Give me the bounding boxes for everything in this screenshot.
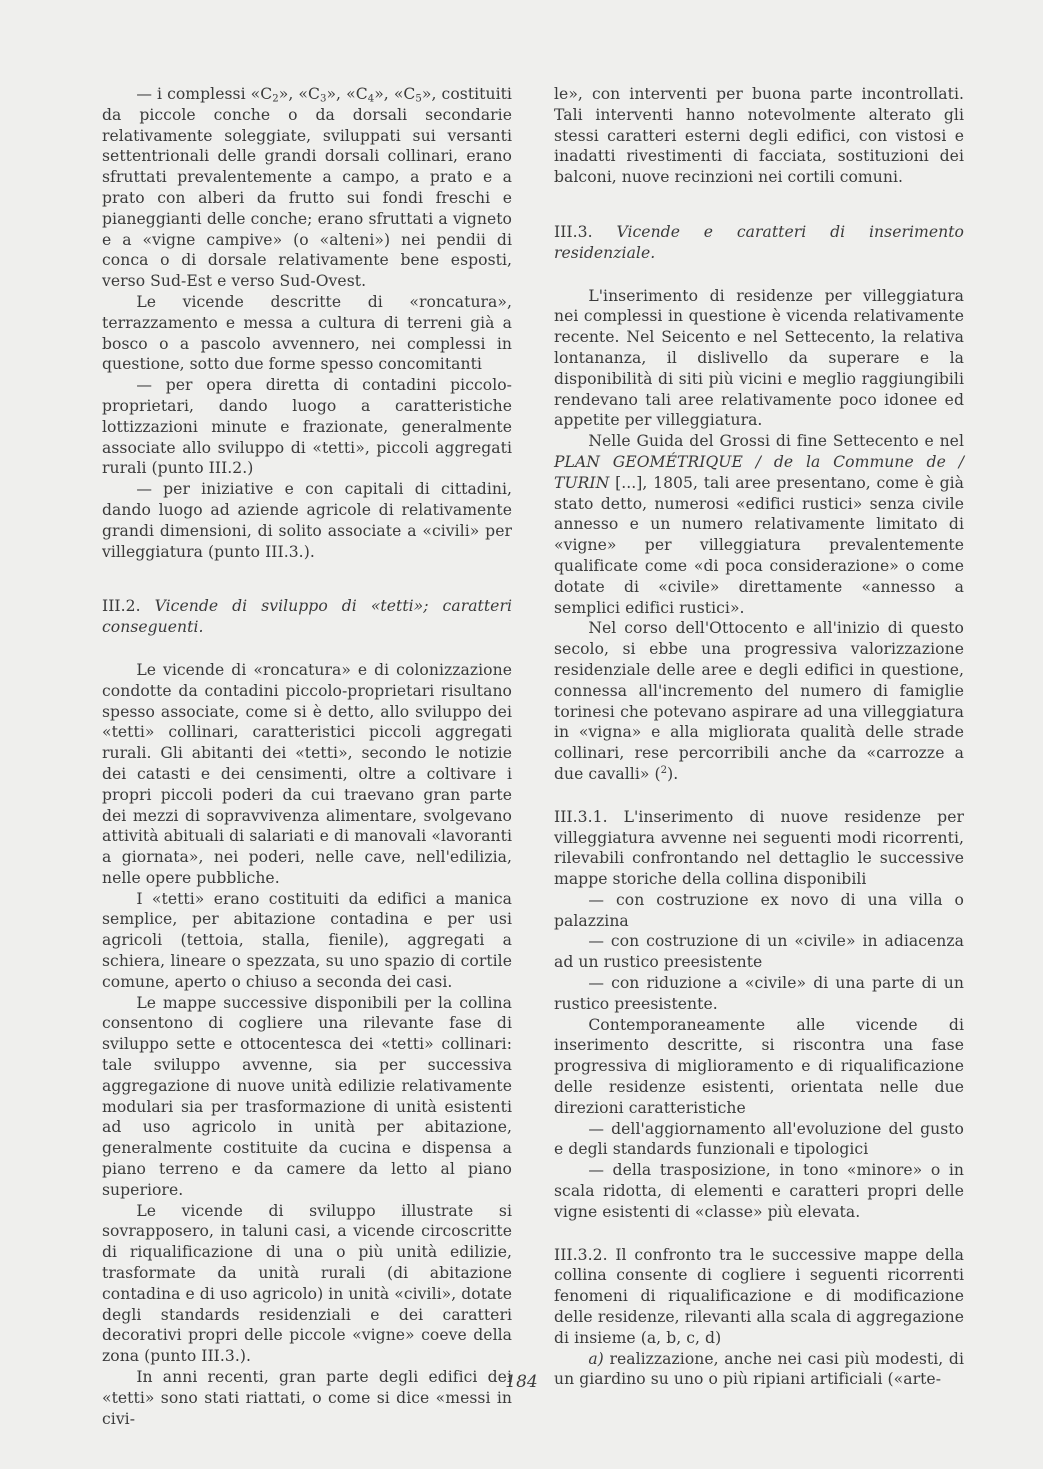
list-item: — per opera diretta di contadini piccolo-proprietari, dando luogo a caratteristiche lottizzazioni minute e frazionate, generalmente associate allo sviluppo di «tetti», piccoli aggregati rurali (punto III.2.) — [102, 376, 512, 478]
subsection-paragraph: III.3.2. Il confronto tra le successive mappe della collina consente di cogliere i seguenti ricorrenti fenomeni di riqualificazione e di modificazione delle residenze, rilevanti alla scala di aggregazione di insieme (a, b, c, d) — [554, 1245, 964, 1347]
left-column — [102, 84, 512, 1429]
subscript: 2 — [272, 93, 279, 105]
text: [...], 1805, tali aree presentano, come è già stato detto, numerosi «edifici rustici» senza civile annesso e un numero relativamente limitato di «vigne» per villeggiatura prevalentemente qualificate come «di poca considerazione» o come dotate di «civile» direttamente «annesso a semplici edifici rustici». — [554, 473, 964, 617]
paragraph — [102, 84, 512, 292]
subsection-paragraph: III.3.1. L'inserimento di nuove residenze per villeggiatura avvenne nei seguenti modi ricorrenti, rilevabili confrontando nel dettaglio le successive mappe storiche della collina disponibili — [554, 807, 964, 889]
paragraph: Le mappe successive disponibili per la collina consentono di cogliere una rilevante fase di sviluppo sette e ottocentesca dei «tetti» collinari: tale sviluppo avvenne, sia per successiva aggregazione di nuove unità edilizie relativamente modulari sia per trasformazione di unità esistenti ad uso agricolo in unità per abitazione, generalmente costituite da cucina e dispensa a piano terreno e da camere da letto al piano superiore. — [102, 993, 512, 1199]
paragraph: I «tetti» erano costituiti da edifici a manica semplice, per abitazione contadina e per usi agricoli (tettoia, stalla, fienile), aggregati a schiera, lineare o spezzata, su uno spazio di cortile comune, aperto o chiuso a seconda dei casi. — [102, 889, 512, 991]
spacer — [554, 785, 964, 807]
paragraph: Le vicende descritte di «roncatura», terrazzamento e messa a cultura di terreni già a bosco o a pascolo avvennero, nei complessi in questione, sotto due forme spesso concomitanti — [102, 292, 512, 374]
list-item: — dell'aggiornamento all'evoluzione del gusto e degli standards funzionali e tipologici — [554, 1119, 964, 1159]
text: », «C — [278, 85, 320, 103]
paragraph: Contemporaneamente alle vicende di inserimento descritte, si riscontra una fase progressiva di miglioramento e di riqualificazione delle residenze esistenti, orientata nelle due direzioni caratteristiche — [554, 1015, 964, 1117]
paragraph: In anni recenti, gran parte degli edifici dei «tetti» sono stati riattati, o come si dice «messi in civi- — [102, 1368, 512, 1428]
section-number: III.3. — [554, 222, 617, 241]
paragraph: Le vicende di «roncatura» e di colonizzazione condotte da contadini piccolo-proprietari risultano spesso associate, come si è detto, allo sviluppo dei «tetti» collinari, caratteristici piccoli aggregati rurali. Gli abitanti dei «tetti», secondo le notizie dei catasti e dei censimenti, oltre a coltivare i propri piccoli poderi da cui traevano gran parte dei mezzi di sopravvivenza alimentare, svolgevano attività abituali di salariati e di manovali «lavoranti a giornata», nei poderi, nelle cave, nell'edilizia, nelle opere pubbliche. — [102, 660, 512, 887]
list-item: — con riduzione a «civile» di una parte di un rustico preesistente. — [554, 974, 964, 1013]
item-label: a) — [588, 1349, 604, 1368]
text: Nelle Guida del Grossi di fine Settecento e nel — [588, 432, 964, 451]
spacer — [554, 264, 964, 286]
subscript: 4 — [367, 93, 375, 105]
section-heading — [102, 596, 512, 638]
paragraph: le», con interventi per buona parte incontrollati. Tali interventi hanno notevolmente alterato gli stessi caratteri esterni degli edifici, con vistosi e inadatti rivestimenti di facciata, sostituzioni dei balconi, nuove recinzioni nei cortili comuni. — [554, 85, 964, 187]
section-title: Vicende di sviluppo di «tetti»; caratteri conseguenti. — [102, 597, 512, 637]
text: », «C — [374, 85, 416, 103]
list-item: — per iniziative e con capitali di cittadini, dando luogo ad aziende agricole di relativamente grandi dimensioni, di solito associate a «civili» per villeggiatura (punto III.3.). — [102, 480, 512, 561]
section-heading — [554, 222, 964, 264]
text: Nel corso dell'Ottocento e all'inizio di questo secolo, si ebbe una progressiva valorizzazione residenziale delle aree e degli edifici in questione, connessa all'incremento del numero di famiglie torinesi che potevano aspirare ad una villeggiatura in «vigna» e alla migliorata qualità delle strade collinari, rese percorribili anche da «carrozze a due cavalli» ( — [554, 619, 964, 783]
list-item: — con costruzione ex novo di una villa o palazzina — [554, 890, 964, 930]
paragraph: Le vicende di sviluppo illustrate si sovrapposero, in taluni casi, a vicende circoscritte di riqualificazione di una o più unità edilizie, trasformate da unità rurali (di abitazione contadina e di uso agricolo) in unità «civili», dotate degli standards residenziali e dei caratteri decorativi propri delle piccole «vigne» coeve della zona (punto III.3.). — [102, 1201, 512, 1366]
section-title: Vicende e caratteri di inserimento residenziale. — [554, 222, 964, 262]
list-item: — della trasposizione, in tono «minore» o in scala ridotta, di elementi e caratteri propri delle vigne esistenti di «classe» più elevata. — [554, 1161, 964, 1221]
paragraph: L'inserimento di residenze per villeggiatura nei complessi in questione è vicenda relativamente recente. Nel Seicento e nel Settecento, la relativa lontananza, il dislivello da superare e la disponibilità di siti più vicini e meglio raggiungibili rendevano tali aree relativamente poco idonee ed appetite per villeggiatura. — [554, 286, 964, 430]
text: — i complessi «C — [136, 85, 273, 103]
text: ). — [667, 764, 679, 783]
right-column — [554, 84, 964, 1390]
page-number: 184 — [505, 1372, 538, 1392]
spacer — [102, 638, 512, 660]
footnote-ref: 2 — [660, 764, 668, 776]
spacer — [554, 188, 964, 222]
spacer — [554, 1223, 964, 1245]
text: », costituiti da piccole conche o da dorsali secondarie relativamente soleggiate, sviluppati sui versanti settentrionali delle grandi dorsali collinari, erano sfruttati prevalentemente a campo, a prato e a prato con alberi da frutto sui fondi freschi e pianeggianti delle conche; erano sfruttati a vigneto e a «vigne campive» (o «alteni») nei pendii di conca o di dorsale relativamente bene esposti, verso Sud-Est e verso Sud-Ovest. — [102, 85, 512, 291]
section-number: III.2. — [102, 597, 155, 616]
text: », «C — [326, 85, 368, 103]
map-title: PLAN GEOMÉTRIQUE / de la Commune de / TURIN — [554, 452, 964, 492]
subscript: 3 — [319, 93, 327, 105]
list-item: — con costruzione di un «civile» in adiacenza ad un rustico preesistente — [554, 932, 964, 972]
spacer — [102, 562, 512, 596]
paragraph — [554, 618, 964, 784]
paragraph — [554, 431, 964, 618]
subscript: 5 — [415, 93, 422, 105]
text: realizzazione, anche nei casi più modesti, di un giardino su uno o più ripiani artificiali («arte- — [554, 1349, 964, 1389]
